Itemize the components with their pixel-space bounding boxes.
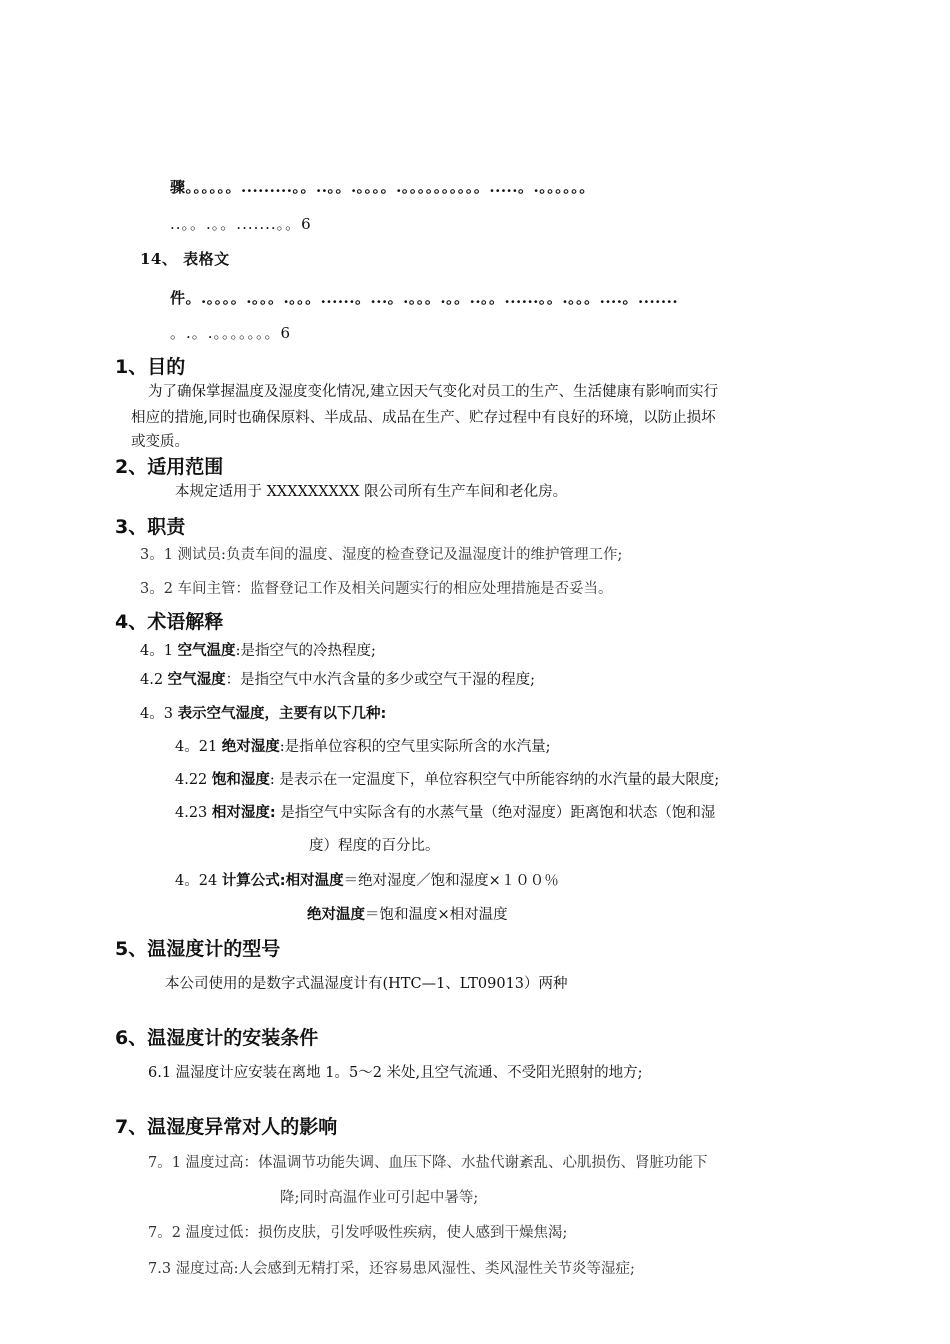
- term-name: 饱和湿度: [211, 772, 270, 788]
- term-name: 绝对温度: [307, 907, 365, 923]
- term-humidity-types: [140, 702, 386, 723]
- section-7-item-3: 7.3 湿度过高:人会感到无精打采，还容易患风湿性、类风湿性关节炎等湿症;: [148, 1261, 635, 1277]
- term-saturation-humidity: [175, 768, 719, 789]
- section-6-para: 6.1 温湿度计应安装在离地 1。5～2 米处,且空气流通、不受阳光照射的地方;: [148, 1065, 643, 1081]
- term-definition: :是指单位容积的空气里实际所含的水汽量;: [279, 739, 551, 755]
- term-name: 相对湿度:: [211, 805, 276, 821]
- section-2-heading: 2、适用范围: [115, 456, 224, 478]
- term-name: 空气湿度: [167, 672, 226, 688]
- term-definition: : 是表示在一定温度下，单位容积空气中所能容纳的水汽量的最大限度;: [269, 772, 720, 788]
- section-7-item-1-cont: 降;同时高温作业可引起中暑等;: [280, 1190, 479, 1206]
- toc-item-14-label: 14、 表格文: [140, 250, 230, 268]
- term-number: 4.23: [175, 805, 212, 821]
- section-7-item-1: 7。1 温度过高：体温调节功能失调、血压下降、水盐代谢紊乱、心肌损伤、肾脏功能下: [148, 1155, 708, 1171]
- section-1-para-line3: 或变质。: [131, 434, 189, 450]
- section-7-heading: 7、温湿度异常对人的影响: [115, 1116, 338, 1138]
- term-name: 表示空气湿度，主要有以下几种:: [177, 706, 387, 722]
- term-number: 4.22: [175, 772, 212, 788]
- term-name: 计算公式:相对温度: [221, 873, 344, 889]
- section-1-para-line1: 为了确保掌握温度及湿度变化情况,建立因天气变化对员工的生产、生活健康有影响而实行: [148, 384, 719, 400]
- term-number: 4。21: [175, 739, 222, 755]
- term-relative-humidity: [175, 801, 715, 822]
- section-1-heading: 1、目的: [115, 356, 186, 378]
- term-air-temperature: [140, 639, 376, 660]
- term-definition: :是指空气的冷热程度;: [235, 643, 376, 659]
- term-number: 4。24: [175, 873, 222, 889]
- term-number: 4.2: [140, 672, 168, 688]
- term-name: 空气温度: [177, 643, 236, 659]
- section-3-heading: 3、职责: [115, 516, 186, 538]
- section-7-item-2: 7。2 温度过低：损伤皮肤，引发呼吸性疾病，使人感到干燥焦渴;: [148, 1225, 568, 1241]
- section-1-para-line2: 相应的措施,同时也确保原料、半成品、成品在生产、贮存过程中有良好的环境，以防止损坏: [131, 410, 716, 426]
- term-definition: 是指空气中实际含有的水蒸气量（绝对湿度）距离饱和状态（饱和湿: [275, 805, 716, 821]
- section-4-heading: 4、术语解释: [115, 611, 224, 633]
- toc-item-13-line2: ..。。.。。.......。。6: [170, 215, 312, 233]
- term-name: 绝对湿度: [221, 739, 280, 755]
- formula-expression: ＝绝对湿度／饱和湿度×１００％: [343, 873, 559, 889]
- term-number: 4。3: [140, 706, 178, 722]
- toc-item-13-line1: 骤。。。。。。.........。。..。。.。。。。.。。。。。。。。。。.....。.。。。。。。: [170, 178, 595, 196]
- term-air-humidity: [140, 668, 535, 689]
- toc-item-14-line1: 件。.。。。。.。。。.。。。......。...。.。。。.。。..。。......。。.。。。....。.......: [170, 289, 679, 307]
- section-2-para: 本规定适用于 XXXXXXXXX 限公司所有生产车间和老化房。: [175, 484, 568, 500]
- section-5-para: 本公司使用的是数字式温湿度计有(HTC—1、LT09013）两种: [165, 976, 568, 992]
- term-relative-humidity-cont: 度）程度的百分比。: [309, 838, 440, 854]
- section-6-heading: 6、温湿度计的安装条件: [115, 1027, 319, 1049]
- toc-item-14-line2: 。.。.。。。。。。。6: [170, 324, 292, 342]
- formula-relative: [175, 869, 559, 890]
- section-3-item-2: 3。2 车间主管：监督登记工作及相关问题实行的相应处理措施是否妥当。: [140, 581, 613, 597]
- section-3-item-1: 3。1 测试员:负责车间的温度、湿度的检查登记及温湿度计的维护管理工作;: [140, 547, 623, 563]
- formula-expression: ＝饱和温度×相对温度: [365, 907, 508, 923]
- section-5-heading: 5、温湿度计的型号: [115, 938, 281, 960]
- formula-absolute: [307, 903, 508, 924]
- term-definition: ：是指空气中水汽含量的多少或空气干湿的程度;: [225, 672, 536, 688]
- term-number: 4。1: [140, 643, 178, 659]
- term-absolute-humidity: [175, 735, 551, 756]
